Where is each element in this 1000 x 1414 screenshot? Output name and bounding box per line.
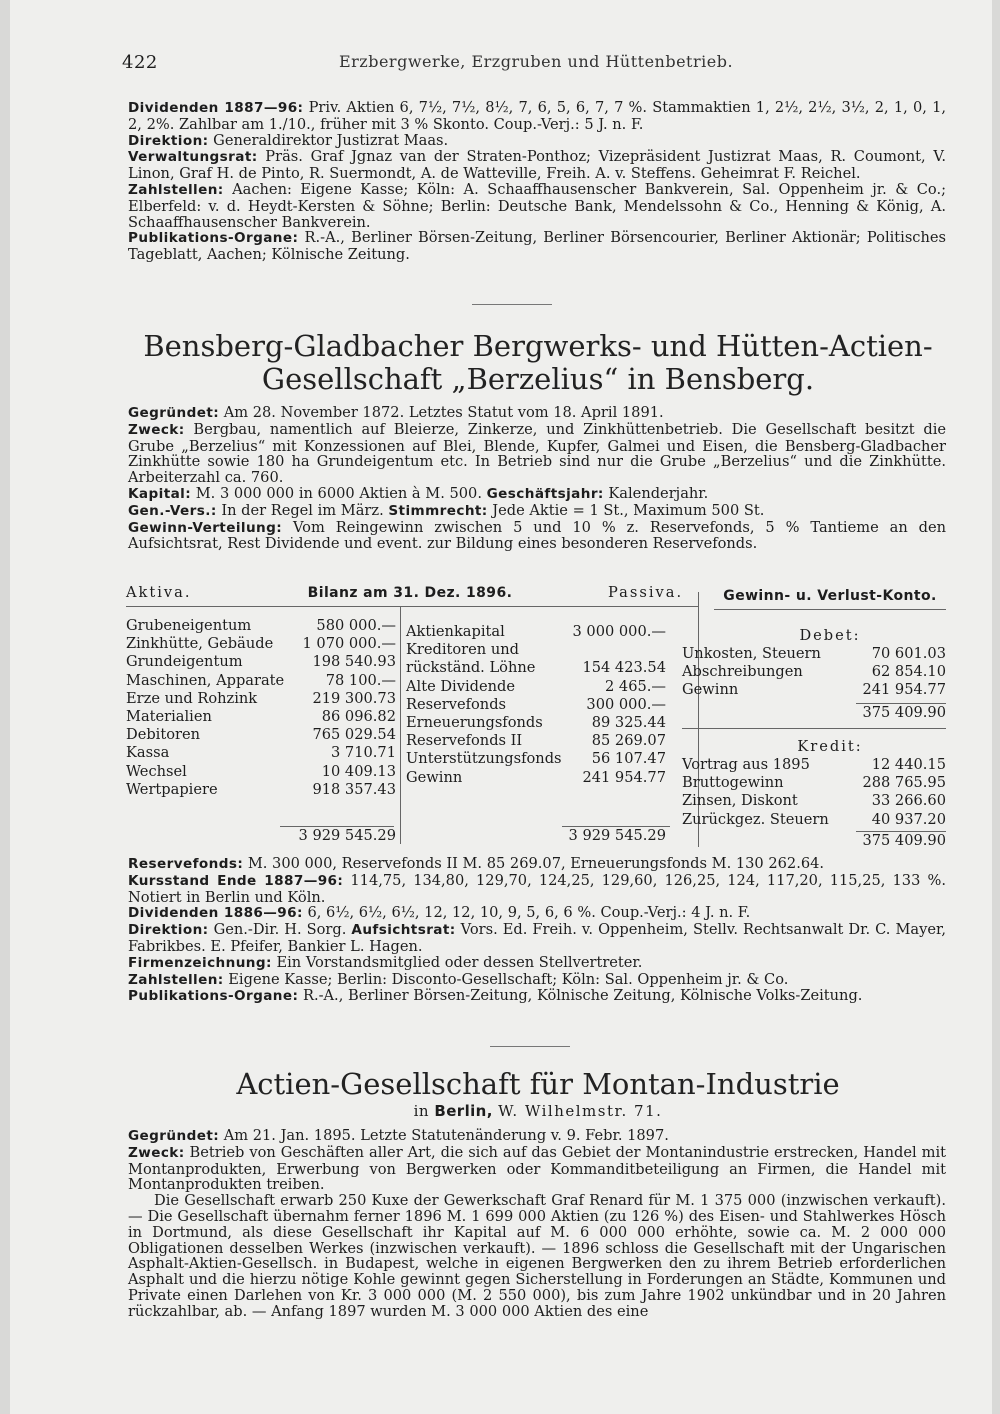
kredit-row — [682, 756, 946, 774]
passiva-row — [406, 732, 666, 750]
company1-gewinn-verteilung — [128, 520, 946, 553]
field-text: Aachen: Eigene Kasse; Köln: A. Schaaffhausenscher Bankverein, Sal. Oppenheim jr. & Co.; Elberfeld: v. d. Heydt-Kersten & Söhne; Berlin: Deutsche Bank, Mendelssohn & Co., Henning & König, A. Schaaffhausenscher Bankverein. — [128, 180, 946, 231]
field-text: M. 300 000, Reservefonds II M. 85 269.07, Erneuerungsfonds M. 130 262.64. — [247, 855, 825, 872]
item-value: 78 100.— — [325, 671, 396, 689]
field-text: R.-A., Berliner Börsen-Zeitung, Berliner Börsencourier, Berliner Aktionär; Politisches Tageblatt, Aachen; Kölnische Zeitung. — [128, 229, 947, 264]
item-value: 86 096.82 — [321, 707, 396, 725]
field-text: Vom Reingewinn zwischen 5 und 10 % z. Reservefonds, 5 % Tantieme an den Aufsichtsrat, Rest Dividende und event. zur Bildung eines besonderen Reservefonds. — [128, 518, 947, 553]
item-value: 300 000.— — [586, 695, 666, 713]
passiva-row — [406, 623, 666, 641]
field-label: Geschäftsjahr: — [486, 485, 604, 502]
company2-title: Actien-Gesellschaft für Montan-Industrie — [236, 1067, 840, 1101]
item-value: 56 107.47 — [591, 750, 666, 768]
item-value: 154 423.54 — [582, 659, 666, 677]
page — [10, 0, 992, 1414]
running-head — [122, 52, 950, 76]
item-label: Wechsel — [126, 762, 187, 780]
company1-info-bottom — [128, 856, 946, 1005]
item-value: 10 409.13 — [321, 762, 396, 780]
item-value: 918 357.43 — [312, 780, 396, 798]
field-label: Zweck: — [128, 421, 185, 438]
company1-reservefonds — [128, 856, 946, 873]
item-value: 3 000 000.— — [572, 623, 666, 640]
passiva-row — [406, 678, 666, 696]
prev-direktion — [128, 133, 946, 150]
kredit-row — [682, 774, 946, 792]
item-value: 288 765.95 — [862, 774, 946, 792]
item-label: Gewinn — [682, 681, 739, 699]
aktiva-list — [126, 617, 396, 799]
guv-title: Gewinn- u. Verlust-Konto. — [723, 588, 937, 604]
company2-sub-in: in — [413, 1102, 430, 1120]
item-label: Maschinen, Apparate — [126, 671, 285, 689]
field-label: Zweck: — [128, 1144, 185, 1161]
passiva-row — [406, 769, 666, 787]
company1-dividenden — [128, 905, 946, 922]
company2-subtitle — [118, 1102, 958, 1120]
item-label: Unkosten, Steuern — [682, 645, 821, 662]
field-label: Aufsichtsrat: — [351, 922, 456, 939]
debet-total: 375 409.90 — [862, 704, 946, 721]
prev-verwaltungsrat — [128, 149, 946, 182]
aktiva-total-row — [126, 827, 396, 845]
item-label: Zinkhütte, Gebäude — [126, 635, 274, 653]
item-label: Grubeneigentum — [126, 617, 252, 634]
aktiva-row — [126, 708, 396, 726]
kredit-total-row — [682, 832, 946, 850]
field-text: Ein Vorstandsmitglied oder dessen Stellvertreter. — [276, 953, 643, 971]
item-label: Alte Dividende — [406, 677, 515, 695]
item-label: Vortrag aus 1895 — [682, 756, 810, 773]
company2-zweck — [128, 1145, 946, 1193]
field-label: Gen.-Vers.: — [128, 502, 217, 519]
separator-rule — [490, 1046, 570, 1047]
company1-zweck — [128, 422, 946, 486]
item-value: 40 937.20 — [871, 810, 946, 828]
guv-top-rule — [714, 609, 946, 610]
aktiva-row — [126, 672, 396, 690]
separator-rule — [472, 304, 552, 305]
field-text: R.-A., Berliner Börsen-Zeitung, Kölnische Zeitung, Kölnische Volks-Zeitung. — [302, 987, 863, 1005]
item-value: 241 954.77 — [862, 681, 946, 699]
item-label: Wertpapiere — [126, 780, 218, 798]
company1-title — [118, 330, 958, 396]
debet-row — [682, 645, 946, 663]
item-value: 89 325.44 — [591, 713, 666, 731]
debet-row — [682, 663, 946, 681]
aktiva-row — [126, 781, 396, 799]
bilanz-divider — [400, 606, 401, 844]
item-label: Gewinn — [406, 768, 463, 786]
field-label: Direktion: — [128, 132, 209, 149]
field-label: Zahlstellen: — [128, 971, 224, 988]
field-text: Vors. Ed. Freih. v. Oppenheim, Stellv. Rechtsanwalt Dr. C. Mayer, Fabrikbes. E. Pfeifer, Bankier L. Hagen. — [128, 921, 946, 955]
company1-direktion — [128, 922, 946, 955]
company2-address: W. Wilhelmstr. 71. — [498, 1102, 663, 1120]
field-text: Jede Aktie = 1 St., Maximum 500 St. — [492, 501, 765, 519]
bilanz-top-rule — [126, 606, 698, 607]
item-label: rückständ. Löhne — [406, 659, 536, 677]
item-label: Aktienkapital — [406, 623, 505, 640]
kredit-row — [682, 792, 946, 810]
field-label: Publikations-Organe: — [128, 988, 299, 1005]
company1-kapital — [128, 486, 946, 503]
aktiva-row — [126, 763, 396, 781]
item-label: Reservefonds — [406, 695, 507, 713]
kredit-total: 375 409.90 — [862, 832, 946, 849]
field-label: Verwaltungsrat: — [128, 149, 258, 166]
field-label: Dividenden 1887—96: — [128, 100, 304, 116]
item-value: 70 601.03 — [871, 645, 946, 662]
item-value: 765 029.54 — [312, 726, 396, 744]
company1-title-line1: Bensberg-Gladbacher Bergwerks- und Hütten-Actien- — [143, 329, 933, 363]
field-text: 6, 6½, 6½, 6½, 12, 12, 10, 9, 5, 6, 6 %. Coup.-Verj.: 4 J. n. F. — [307, 904, 751, 922]
aktiva-row — [126, 726, 396, 744]
aktiva-row — [126, 744, 396, 762]
passiva-list — [406, 623, 666, 787]
passiva-row — [406, 641, 666, 659]
company1-title-line2: Gesellschaft „Berzelius“ in Bensberg. — [261, 362, 815, 396]
field-text: In der Regel im März. — [221, 501, 384, 519]
item-label: Abschreibungen — [682, 663, 803, 681]
prev-publikation — [128, 230, 946, 263]
aktiva-row — [126, 635, 396, 653]
prev-entry — [128, 100, 946, 263]
field-label: Gegründet: — [128, 1128, 220, 1144]
debet-total-row — [682, 704, 946, 722]
item-label: Reservefonds II — [406, 732, 523, 750]
passiva-row — [406, 714, 666, 732]
item-value: 219 300.73 — [312, 689, 396, 707]
passiva-row — [406, 750, 666, 768]
debet-label: Debet: — [799, 627, 861, 644]
item-value: 241 954.77 — [582, 768, 666, 786]
field-label: Gewinn-Verteilung: — [128, 519, 283, 536]
field-text: Am 28. November 1872. Letztes Statut vom 18. April 1891. — [223, 404, 664, 421]
aktiva-row — [126, 617, 396, 635]
company2-info — [128, 1128, 946, 1320]
company1-publikation — [128, 988, 946, 1005]
item-value: 33 266.60 — [871, 792, 946, 810]
field-label: Gegründet: — [128, 405, 220, 421]
passiva-row — [406, 659, 666, 677]
field-label: Direktion: — [128, 922, 209, 939]
field-text: Generaldirektor Justizrat Maas. — [213, 131, 449, 149]
company2-paragraph: Die Gesellschaft erwarb 250 Kuxe der Gewerkschaft Graf Renard für M. 1 375 000 (inzwischen verkauft). — Die Gesellschaft übernahm ferner 1896 M. 1 699 000 Aktien (zu 126 %) des Eisen- und Stahlwerkes Hösch in Dortmund, als diese Gesellschaft ihr Kapital auf M. 6 000 000 erhöhte, sowie ca. M. 2 000 000 Obligationen desselben Werkes (inzwischen verkauft). — 1896 schloss die Gesellschaft mit der Ungarischen Asphalt-Aktien-Gesellsch. in Budapest, welche in eigenen Bergwerken den zu ihrem Betrieb erforderlichen Asphalt und die hierzu nötige Kohle gewinnt gegen Sicherstellung in Forderungen an Städte, Kommunen und Private einen Darlehen von Kr. 3 000 000 (M. 2 550 000), bis zum Jahre 1902 unkündbar und in 20 Jahren rückzahlbar, ab. — Anfang 1897 wurden M. 3 000 000 Aktien des eine — [128, 1192, 946, 1320]
field-text: Präs. Graf Jgnaz van der Straten-Ponthoz; Vizepräsident Justizrat Maas, R. Coumont, V. Linon, Graf H. de Pinto, R. Suermondt, A. de Watteville, Freih. A. v. Steffens. Geheimrat F. Reichel. — [128, 148, 947, 183]
field-label: Publikations-Organe: — [128, 230, 299, 247]
aktiva-total: 3 929 545.29 — [298, 827, 396, 844]
item-value: 3 710.71 — [331, 744, 396, 762]
item-label: Debitoren — [126, 726, 201, 744]
passiva-total: 3 929 545.29 — [568, 827, 666, 844]
company1-genvers — [128, 503, 946, 520]
field-text: Priv. Aktien 6, 7½, 7½, 8½, 7, 6, 5, 6, 7, 7 %. Stammaktien 1, 2½, 2½, 3½, 2, 1, 0, 1, 2, 2%. Zahlbar am 1./10., früher mit 3 % Skonto. Coup.-Verj.: 5 J. n. F. — [128, 99, 946, 133]
debet-row — [682, 681, 946, 699]
item-label: Kreditoren und — [406, 641, 519, 659]
field-text: Am 21. Jan. 1895. Letzte Statutenänderung v. 9. Febr. 1897. — [223, 1127, 669, 1144]
field-label: Stimmrecht: — [388, 502, 488, 519]
item-value: 62 854.10 — [871, 663, 946, 681]
company1-kursstand — [128, 873, 946, 906]
item-label: Zurückgez. Steuern — [682, 810, 829, 828]
company2-city: Berlin, — [434, 1102, 493, 1120]
running-title: Erzbergwerke, Erzgruben und Hüttenbetrieb. — [338, 52, 734, 71]
item-value: 580 000.— — [316, 617, 396, 634]
company1-firmenzeichnung — [128, 955, 946, 972]
field-text: 114,75, 134,80, 129,70, 124,25, 129,60, 126,25, 124, 117,20, 115,25, 133 %. Notiert in Berlin und Köln. — [128, 871, 946, 906]
prev-dividenden — [128, 100, 946, 133]
field-label: Kapital: — [128, 485, 192, 502]
item-value: 2 465.— — [604, 677, 666, 695]
item-label: Bruttogewinn — [682, 774, 784, 792]
item-label: Grundeigentum — [126, 653, 243, 671]
field-text: Eigene Kasse; Berlin: Disconto-Gesellschaft; Köln: Sal. Oppenheim jr. & Co. — [228, 970, 789, 988]
prev-zahlstellen — [128, 182, 946, 230]
kredit-list — [682, 756, 946, 829]
field-text: Gen.-Dir. H. Sorg. — [213, 921, 347, 939]
item-value: 198 540.93 — [312, 653, 396, 671]
field-label: Kursstand Ende 1887—96: — [128, 872, 344, 889]
item-value: 85 269.07 — [591, 732, 666, 750]
company1-gegruendet — [128, 405, 946, 422]
field-text: Bergbau, namentlich auf Bleierze, Zinkerze, und Zinkhüttenbetrieb. Die Gesellschaft besitzt die Grube „Berzelius“ mit Konzessionen auf Blei, Blende, Kupfer, Galmei und Eisen, die Bensberg-Gladbacher Zinkhütte sowie 180 ha Grundeigentum etc. In Betrieb sind nur die Grube „Berzelius“ und die Zinkhütte. Arbeiterzahl ca. 760. — [128, 420, 947, 487]
field-label: Dividenden 1886—96: — [128, 905, 303, 922]
page-number: 422 — [122, 52, 158, 73]
item-label: Unterstützungsfonds — [406, 750, 562, 768]
passiva-row — [406, 696, 666, 714]
item-label: Materialien — [126, 707, 212, 725]
field-label: Reservefonds: — [128, 856, 244, 872]
field-text: Kalenderjahr. — [608, 484, 709, 502]
passiva-label: Passiva. — [608, 584, 684, 601]
item-value: 12 440.15 — [871, 756, 946, 773]
kredit-label: Kredit: — [797, 738, 863, 755]
passiva-total-row — [406, 827, 666, 845]
field-text: M. 3 000 000 in 6000 Aktien à M. 500. — [195, 484, 482, 502]
company1-zahlstellen — [128, 972, 946, 989]
item-label: Erneuerungsfonds — [406, 713, 543, 731]
guv-mid-rule — [682, 728, 946, 729]
field-label: Zahlstellen: — [128, 181, 224, 198]
field-text: Betrieb von Geschäften aller Art, die sich auf das Gebiet der Montanindustrie erstrecken, Handel mit Montanprodukten, Erwerbung von Bergwerken oder Kommanditbeteiligung an Firmen, die Handel mit Montanprodukten treiben. — [128, 1143, 946, 1194]
item-value: 1 070 000.— — [302, 635, 396, 653]
aktiva-row — [126, 653, 396, 671]
item-label: Kassa — [126, 744, 170, 762]
aktiva-label: Aktiva. — [126, 584, 192, 601]
item-label: Erze und Rohzink — [126, 689, 258, 707]
aktiva-row — [126, 690, 396, 708]
debet-list — [682, 645, 946, 700]
company2-gegruendet — [128, 1128, 946, 1145]
item-label: Zinsen, Diskont — [682, 792, 798, 810]
bilanz-title: Bilanz am 31. Dez. 1896. — [307, 585, 513, 601]
company1-info — [128, 405, 946, 552]
kredit-row — [682, 811, 946, 829]
field-label: Firmenzeichnung: — [128, 954, 272, 971]
